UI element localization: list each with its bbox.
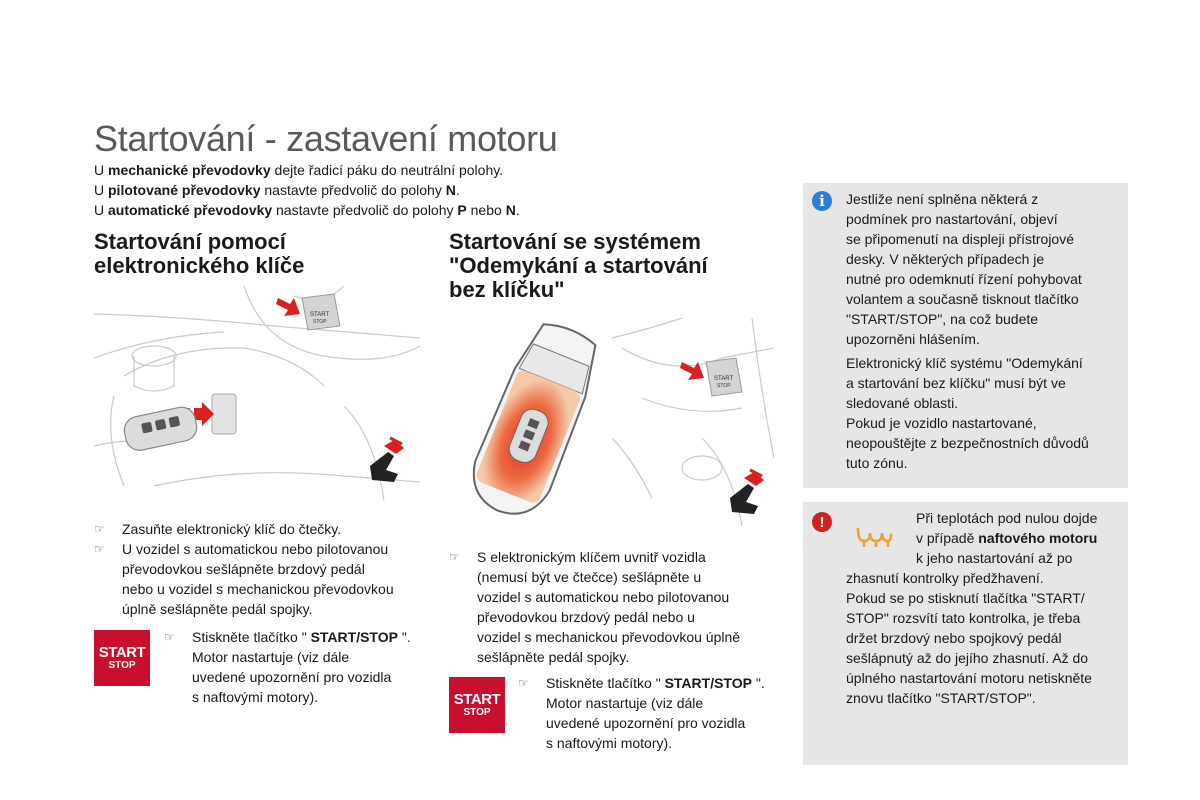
warning-text: zhasnutí kontrolky předžhavení. Pokud se po stisknutí tlačítka "START/ STOP" rozsvítí tato kontrolka, je třeba držet brzdový nebo spojkový pedál sešlápnutý až do jejího zhasnutí. Až do úplného nastartování motoru netiskněte znovu tlačítko "START/STOP". <box>846 570 1092 706</box>
list-item: ☞ U vozidel s automatickou nebo pilotovanou převodovkou sešlápněte brzdový pedál nebo u vozidel s mechanickou převodovkou úplně sešlápněte pedál spojky. <box>94 541 394 617</box>
info-text: Jestliže není splněna některá z podmínek pro nastartování, objeví se připomenutí na displeji přístrojové desky. V některých případech je nutné pro odemknutí řízení pohybovat volantem a současně tisknout tlačítko "START/STOP", na což budete upozorněni hlášením. Elektronický klíč systému "Odemykání a startování bez klíčku" musí být ve sledované oblasti. Pokud je vozidlo nastartované, neopouštějte z bezpečnostních důvodů tuto zónu. <box>846 191 1089 471</box>
intro-line-automatic: U automatické převodovky nastavte předvolič do polohy P nebo N. <box>94 202 520 218</box>
heading-keyless-start: Startování se systémem "Odemykání a startování bez klíčku" <box>449 229 708 302</box>
col1-bullets <box>94 519 424 619</box>
info-icon: i <box>812 191 832 211</box>
list-item: ☞ S elektronickým klíčem uvnitř vozidla (nemusí být ve čtečce) sešlápněte u vozidel s automatickou nebo pilotovanou převodovkou brzdový pedál nebo u vozidel s mechanickou převodovkou úplně sešlápněte pedál spojky. <box>449 549 741 665</box>
illustration-car-zone <box>455 320 615 520</box>
pointing-hand-icon: ☞ <box>94 522 105 536</box>
info-panel <box>803 183 1128 488</box>
key-fob-icon <box>122 405 199 453</box>
start-stop-button-graphic-icon <box>302 294 340 330</box>
pointing-hand-icon: ☞ <box>94 542 105 556</box>
page-title: Startování - zastavení motoru <box>94 118 558 159</box>
arrow-to-button-icon <box>276 298 300 316</box>
heading-electronic-key: Startování pomocí elektronického klíče <box>94 229 305 278</box>
col2-bullets <box>449 547 789 667</box>
foot-pedal-icon <box>730 470 764 514</box>
intro-automatic-bold: automatické převodovky <box>108 202 273 218</box>
illustration-keyless-button <box>612 318 774 526</box>
list-item: ☞ Zasuňte elektronický klíč do čtečky. <box>94 521 342 537</box>
illustration-key-reader <box>94 286 420 500</box>
warning-icon: ! <box>812 512 832 532</box>
col2-press-instruction: ☞ Stiskněte tlačítko " START/STOP ". Motor nastartuje (viz dále uvedené upozornění pro vozidla s naftovými motory). <box>518 675 765 751</box>
svg-text:START: START <box>310 312 330 318</box>
svg-text:STOP: STOP <box>717 383 731 389</box>
glow-plug-icon <box>855 527 893 549</box>
intro-line-piloted: U pilotované převodovky nastavte předvolič do polohy N. <box>94 182 460 198</box>
intro-piloted-bold: pilotované převodovky <box>108 182 261 198</box>
pointing-hand-icon: ☞ <box>518 676 529 690</box>
pointing-hand-icon: ☞ <box>164 630 175 644</box>
warning-panel: ! Při teplotách pod nulou dojde v případě naftového motoru k jeho nastartování až po zhasnutí kontrolky předžhavení. Pokud se po stisknutí tlačítka "START/ STOP" rozsvítí tato kontrolka, je třeba držet brzdový nebo spojkový pedál sešlápnutý až do jejího zhasnutí. Až do úplného nastartování motoru netiskněte znovu tlačítko "START/STOP". <box>803 502 1128 765</box>
col1-press-instruction: ☞ Stiskněte tlačítko " START/STOP ". Motor nastartuje (viz dále uvedené upozornění pro vozidla s naftovými motory). <box>164 629 411 705</box>
start-stop-badge: START STOP <box>449 677 505 733</box>
intro-line-manual: U mechanické převodovky dejte řadicí páku do neutrální polohy. <box>94 162 504 178</box>
pointing-hand-icon: ☞ <box>449 550 460 564</box>
start-stop-badge: START STOP <box>94 630 150 686</box>
svg-text:START: START <box>714 376 734 382</box>
intro-manual-bold: mechanické převodovky <box>108 162 271 178</box>
svg-text:STOP: STOP <box>313 319 327 325</box>
